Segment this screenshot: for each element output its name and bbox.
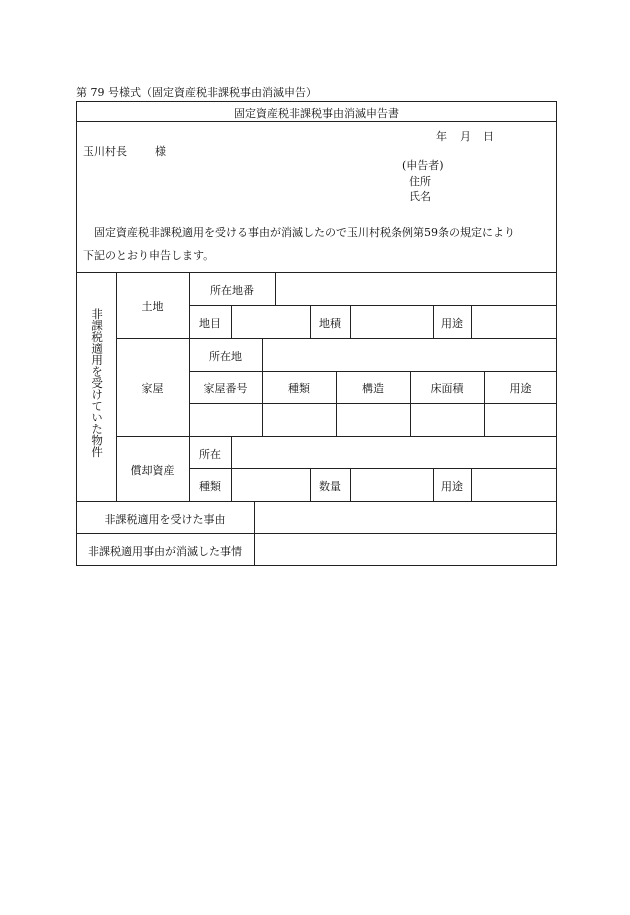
form-frame <box>76 101 557 566</box>
land-label: 土地 <box>141 300 164 313</box>
house-location-label: 所在地 <box>209 350 242 363</box>
house-row-divider-1 <box>189 371 557 372</box>
land-divider-3 <box>350 305 351 338</box>
addressee-honorific: 様 <box>155 145 166 158</box>
house-row-divider-2 <box>189 403 557 404</box>
land-divider-1 <box>231 305 232 338</box>
date-month: 月 <box>460 130 471 143</box>
depreciable-quantity-label: 数量 <box>319 480 341 493</box>
land-location-label: 所在地番 <box>210 284 254 297</box>
body-text-line1: 固定資産税非課税適用を受ける事由が消滅したので玉川村税条例第59条の規定により <box>94 226 515 239</box>
house-col-structure: 構造 <box>362 382 384 395</box>
depreciable-divider-3 <box>350 468 351 501</box>
form-title: 固定資産税非課税事由消滅申告書 <box>234 107 399 120</box>
land-row-divider <box>189 305 557 306</box>
house-bottom-line <box>116 436 557 437</box>
land-category-label: 地目 <box>199 317 221 330</box>
house-col-type: 種類 <box>288 382 310 395</box>
house-location-divider <box>262 338 263 371</box>
depreciable-kind-label: 種類 <box>199 480 221 493</box>
land-use-label: 用途 <box>441 317 463 330</box>
reason-row-divider <box>76 533 557 534</box>
declarant-name-label: 氏名 <box>409 190 431 203</box>
house-col-use: 用途 <box>509 382 532 395</box>
side-header: 非課税適用を受けていた物件 <box>90 308 105 458</box>
depreciable-use-label: 用途 <box>441 480 463 493</box>
addressee-name: 玉川村長 <box>83 145 127 158</box>
depreciable-label: 償却資産 <box>130 464 175 477</box>
land-divider-5 <box>471 305 472 338</box>
depreciable-row-divider <box>189 468 557 469</box>
title-divider <box>76 121 557 122</box>
objects-bottom-line <box>76 501 557 502</box>
land-area-label: 地積 <box>319 317 341 330</box>
table-top-line <box>76 272 557 273</box>
form-number: 第 79 号様式（固定資産税非課税事由消滅申告） <box>76 86 317 99</box>
house-label: 家屋 <box>141 382 164 395</box>
reason-applied-label: 非課税適用を受けた事由 <box>104 513 226 526</box>
date-day: 日 <box>483 130 494 143</box>
land-bottom-line <box>116 338 557 339</box>
depreciable-divider-5 <box>471 468 472 501</box>
date-year: 年 <box>436 130 447 143</box>
reason-lapsed-label: 非課税適用事由が消滅した事情 <box>88 545 242 558</box>
declarant-address-label: 住所 <box>409 175 431 188</box>
declarant-label: (申告者) <box>402 159 444 172</box>
depreciable-location-label: 所在 <box>199 448 221 461</box>
house-col-floor-area: 床面積 <box>430 382 464 395</box>
land-location-divider <box>275 272 276 305</box>
body-text-line2: 下記のとおり申告します。 <box>83 249 215 262</box>
house-col-number: 家屋番号 <box>203 382 248 395</box>
